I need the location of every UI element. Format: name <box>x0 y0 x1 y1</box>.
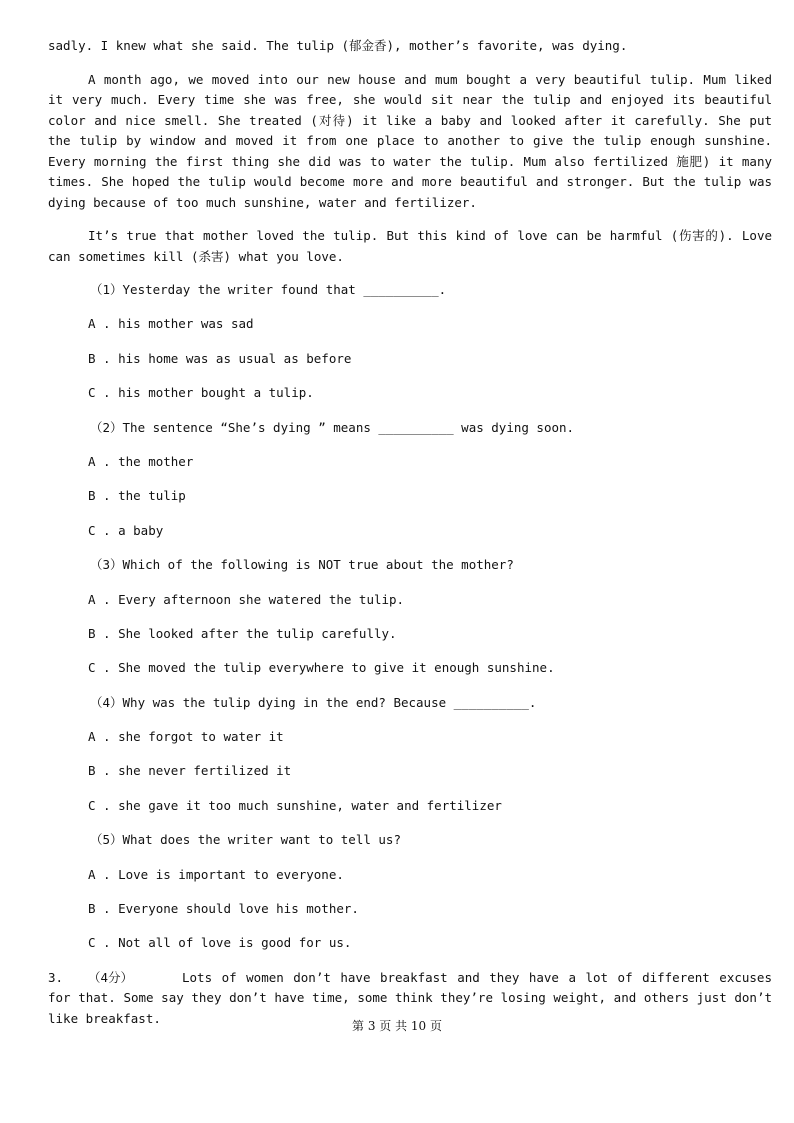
question-stem: （4）Why was the tulip dying in the end? Because __________. <box>90 694 537 710</box>
option-b: B . his home was as usual as before <box>88 350 352 366</box>
option-a: A . Love is important to everyone. <box>88 866 344 882</box>
question-2 <box>48 418 772 542</box>
passage-paragraph-1: sadly. I knew what she said. The tulip (郁金香), mother’s favorite, was dying. <box>48 38 628 53</box>
option-c: C . Not all of love is good for us. <box>88 935 352 951</box>
question-1 <box>48 280 772 404</box>
question-stem: （5）What does the writer want to tell us? <box>90 832 401 848</box>
option-a: A . Every afternoon she watered the tulip. <box>88 591 405 607</box>
question-4 <box>48 693 772 817</box>
page-footer: 第 3 页 共 10 页 <box>352 1019 442 1033</box>
passage-paragraph-2: A month ago, we moved into our new house and mum bought a very beautiful tulip. Mum liked it very much. Every time she was free, she would sit near the tulip and enjoyed its beautiful color and nice smell. She treated (对待) it like a baby and looked after it carefully. She put the tulip by window and moved it from one place to another to give the tulip enough sunshine. Every morning the first thing she did was to water the tulip. Mum also fertilized 施肥) it many times. She hoped the tulip would become more and more beautiful and stronger. But the tulip was dying because of too much sunshine, water and fertilizer. <box>48 71 772 210</box>
option-b: B . Everyone should love his mother. <box>88 901 359 917</box>
option-c: C . a baby <box>88 522 164 538</box>
question-number: 3. <box>48 969 64 985</box>
question-text: Lots of women don’t have breakfast and they have a lot of different excuses for that. Some say they don’t have time, some think they’re losing weight, and others just don’t like breakfast. <box>48 969 772 1026</box>
option-c: C . She moved the tulip everywhere to give it enough sunshine. <box>88 660 555 676</box>
question-stem: （2）The sentence “She’s dying ” means __________ was dying soon. <box>90 419 575 435</box>
question-5 <box>48 830 772 954</box>
option-b: B . the tulip <box>88 488 186 504</box>
option-c: C . his mother bought a tulip. <box>88 385 314 401</box>
option-a: A . the mother <box>88 453 194 469</box>
question-score: （4分） <box>88 969 134 985</box>
question-3 <box>48 555 772 679</box>
option-c: C . she gave it too much sunshine, water and fertilizer <box>88 797 502 813</box>
option-b: B . she never fertilized it <box>88 763 292 779</box>
question-stem: （3）Which of the following is NOT true about the mother? <box>90 557 514 573</box>
option-a: A . she forgot to water it <box>88 729 284 745</box>
option-b: B . She looked after the tulip carefully. <box>88 625 397 641</box>
passage-paragraph-3: It’s true that mother loved the tulip. But this kind of love can be harmful (伤害的). Love can sometimes kill (杀害) what you love. <box>48 228 772 264</box>
question-stem: （1）Yesterday the writer found that __________. <box>90 282 447 297</box>
document-page <box>48 36 772 1029</box>
option-a: A . his mother was sad <box>88 316 254 332</box>
